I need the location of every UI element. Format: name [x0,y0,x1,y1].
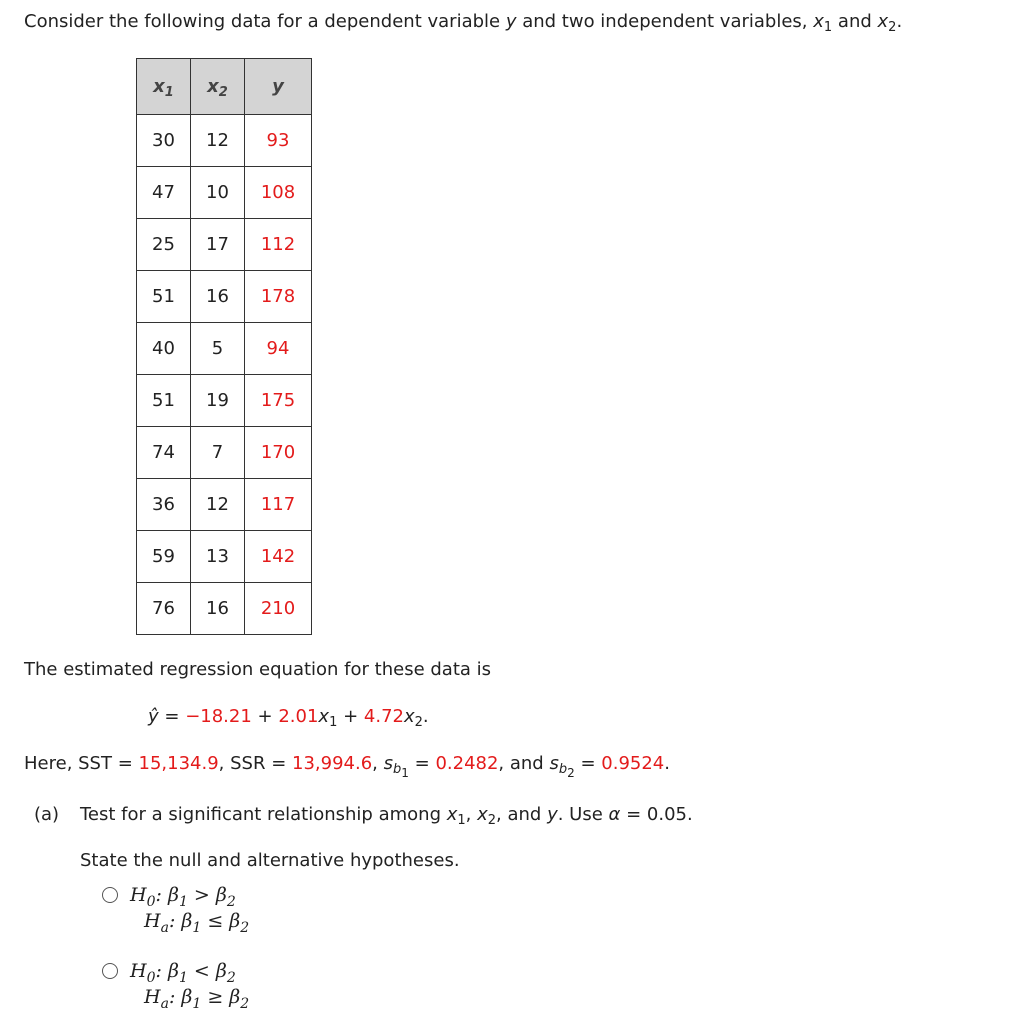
null-hypothesis: $H_0$: $\beta_1 > \beta_2$ [130,884,236,910]
alternative-hypothesis: $H_a$: $\beta_1 \ge \beta_2$ [144,986,250,1012]
cell-y: 94 [245,323,312,375]
cell-x1: 30 [137,115,191,167]
cell-x2: 17 [191,219,245,271]
table-header-row [137,59,312,115]
table-row [137,427,312,479]
hypothesis-option-2[interactable] [102,960,250,1020]
cell-y: 93 [245,115,312,167]
cell-x1: 76 [137,583,191,635]
null-hypothesis: $H_0$: $\beta_1 < \beta_2$ [130,960,236,986]
cell-y: 175 [245,375,312,427]
cell-y: 178 [245,271,312,323]
table-row [137,167,312,219]
radio-button[interactable] [102,887,118,903]
header-x1: $x_1$ [137,59,191,115]
estimated-equation-intro: The estimated regression equation for these data is [24,659,492,680]
header-y: y [245,59,312,115]
data-table [136,58,312,635]
table-row [137,323,312,375]
cell-x1: 25 [137,219,191,271]
regression-equation: ŷ = $-18.21 + 2.01x_1 + 4.72x_2$. [148,706,429,730]
radio-button[interactable] [102,963,118,979]
cell-x1: 40 [137,323,191,375]
cell-x1: 51 [137,271,191,323]
part-a-label: (a) [34,804,60,825]
cell-x2: 13 [191,531,245,583]
cell-y: 112 [245,219,312,271]
cell-y: 108 [245,167,312,219]
table-row [137,583,312,635]
regression-statistics: Here, SST = 15,134.9, SSR = 13,994.6, $s_{b1} = 0.2482$, and $s_{b2} = 0.9524$. [24,753,670,780]
cell-x2: 12 [191,115,245,167]
intro-text: Consider the following data for a dependent variable y and two independent variables, $x_1$ and $x_2$. [24,11,903,35]
cell-x1: 59 [137,531,191,583]
table-row [137,271,312,323]
part-a-question: (a) Test for a significant relationship among $x_1$, $x_2$, and y. Use α = 0.05. [34,804,693,828]
cell-x2: 12 [191,479,245,531]
header-x2: $x_2$ [191,59,245,115]
cell-x2: 16 [191,271,245,323]
alternative-hypothesis: $H_a$: $\beta_1 \le \beta_2$ [144,910,250,936]
cell-x1: 51 [137,375,191,427]
cell-x2: 16 [191,583,245,635]
cell-x2: 7 [191,427,245,479]
hypothesis-option-1[interactable] [102,884,250,944]
cell-y: 142 [245,531,312,583]
cell-x2: 19 [191,375,245,427]
cell-x2: 10 [191,167,245,219]
table-row [137,375,312,427]
table-row [137,115,312,167]
cell-x1: 47 [137,167,191,219]
cell-y: 117 [245,479,312,531]
table-row [137,219,312,271]
cell-y: 170 [245,427,312,479]
table-row [137,531,312,583]
hypotheses-prompt: State the null and alternative hypotheses. [80,850,460,871]
cell-x2: 5 [191,323,245,375]
cell-y: 210 [245,583,312,635]
cell-x1: 74 [137,427,191,479]
cell-x1: 36 [137,479,191,531]
table-row [137,479,312,531]
